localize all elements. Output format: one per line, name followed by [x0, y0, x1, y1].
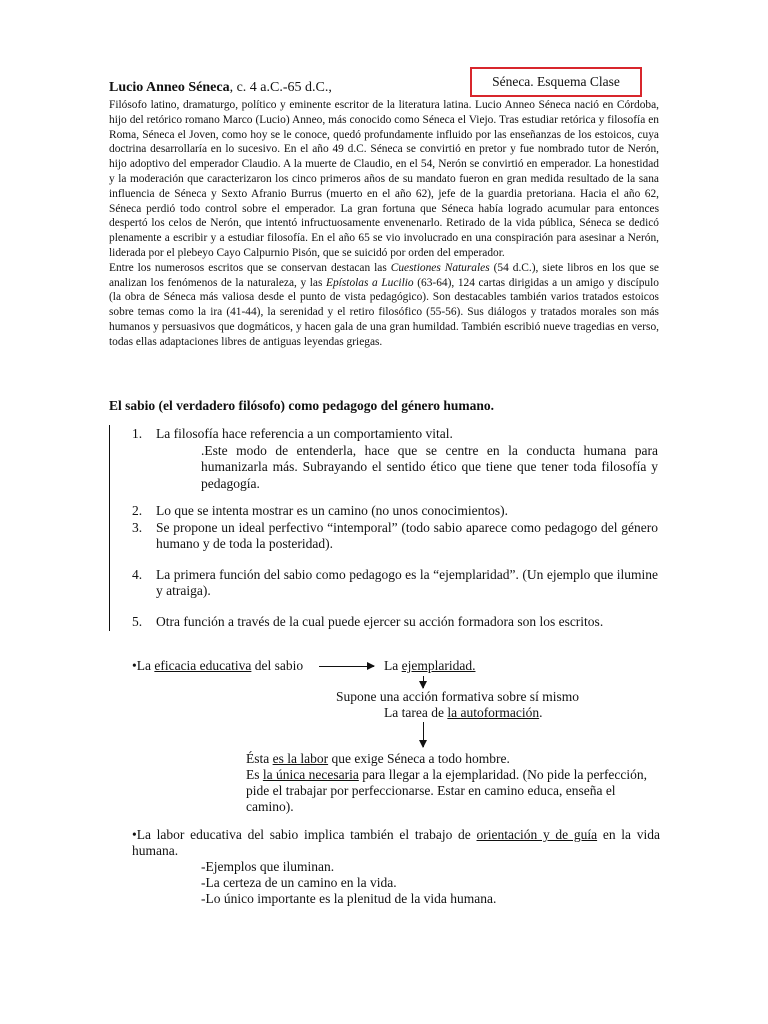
list-item-5 — [132, 614, 658, 631]
flow-ejemplaridad — [384, 658, 475, 674]
flow-labor-line — [246, 751, 658, 767]
list-item-3 — [132, 520, 658, 553]
list-item-1 — [132, 426, 658, 492]
list-text: Se propone un ideal perfectivo “intemporal” (todo sabio aparece como pedagogo del género humano y de toda la posteridad). — [156, 519, 658, 551]
flow-underlined: la autoformación — [447, 705, 540, 720]
flow-unica-line — [246, 767, 658, 815]
labor-items — [201, 859, 496, 907]
flow-text: que exige Séneca a todo hombre. — [328, 751, 510, 766]
list-number: 5. — [132, 613, 143, 629]
document-label-box — [470, 67, 642, 97]
list-subtext: .Este modo de entenderla, hace que se centre en la conducta humana para humanizarla más. Subrayando el sentido ético que tiene que tener toda filosofía y pedagogía. — [201, 442, 658, 491]
flow-text: Es — [246, 767, 263, 782]
list-text: Lo que se intenta mostrar es un camino (no unos conocimientos). — [156, 503, 509, 518]
list-item-4 — [132, 567, 658, 600]
flow-text: •La — [132, 658, 155, 673]
flow-tarea — [384, 705, 543, 721]
flow-underlined: ejemplaridad. — [401, 658, 476, 673]
flow-text: para llegar a la ejemplaridad. (No pide la perfección, pide el trabajar por perfeccionarse. Estar en camino educa, enseña el camino). — [246, 767, 648, 814]
flow-text: Ésta — [246, 751, 273, 766]
flow-text: La — [384, 658, 402, 673]
section-title: El sabio (el verdadero filósofo) como pedagogo del género humano. — [109, 398, 494, 413]
document-label: Séneca. Esquema Clase — [492, 74, 620, 89]
list-left-border — [109, 425, 110, 631]
labor-item: -Ejemplos que iluminan. — [201, 859, 335, 874]
flow-text: . — [539, 705, 543, 720]
right-arrow — [319, 666, 374, 667]
down-arrow — [423, 722, 424, 747]
labor-paragraph — [132, 827, 660, 859]
flow-underlined: es la labor — [272, 751, 329, 766]
labor-item: -Lo único importante es la plenitud de la vida humana. — [201, 891, 497, 906]
down-arrow — [423, 676, 424, 688]
author-heading — [109, 80, 332, 96]
flow-underlined: eficacia educativa — [154, 658, 252, 673]
list-item-2 — [132, 503, 658, 520]
flow-labor-paragraph — [246, 751, 658, 815]
bio-text: (54 d.C.), siete libros en los que se analizan los fenómenos de la naturaleza, y las — [109, 261, 659, 289]
list-text: La filosofía hace referencia a un comportamiento vital. — [156, 426, 453, 441]
author-name: Lucio Anneo Séneca — [109, 80, 230, 95]
bio-text: Entre los numerosos escritos que se conservan destacan las — [109, 261, 391, 274]
flow-underlined: la única necesaria — [262, 767, 359, 782]
list-number: 3. — [132, 519, 143, 535]
flow-bullet-eficacia — [132, 658, 303, 674]
numbered-list — [132, 426, 658, 630]
list-text: Otra función a través de la cual puede ejercer su acción formadora son los escritos. — [156, 613, 604, 629]
list-number: 1. — [132, 426, 143, 441]
biography — [109, 98, 659, 350]
labor-text: •La labor educativa del sabio implica también el trabajo de — [132, 827, 477, 842]
labor-underlined: orientación y de guía — [476, 827, 598, 842]
flow-text: del sabio — [251, 658, 304, 673]
labor-item: -La certeza de un camino en la vida. — [201, 875, 397, 890]
bio-text: (63-64), 124 cartas dirigidas a un amigo y discípulo (la obra de Séneca más valiosa desde el punto de vista pedagógico). Son destacables también varios tratados estoicos sobre temas como la ira (41-44), la serenidad y el retiro filosófico (55-56). Sus diálogos y tratados morales son más humanos y persuasivos que dogmáticos, y hacen gala de una gran humildad. También escribió nueve tragedias en verso, todas ellas adaptaciones libres de antiguas leyendas griegas. — [109, 276, 659, 348]
biography-paragraph-1: Filósofo latino, dramaturgo, político y eminente escritor de la literatura latina. Lucio Anneo Séneca nació en Córdoba, hijo del retórico romano Marco (Lucio) Anneo, más conocido como Séneca el Viejo. Tras estudiar retórica y filosofía en Roma, Séneca el Joven, como hoy se le conoce, quedó profundamente influido por las enseñanzas de los estoicos, cuya doctrina desarrollaría en lo sucesivo. En el año 49 d.C. Séneca se convirtió en pretor y fue nombrado tutor de Nerón, hijo adoptivo del emperador Claudio. A la muerte de Claudio, en el 54, Nerón se convirtió en emperador. La honestidad y la moderación que caracterizaron los cinco primeros años de su mandato fueron en gran medida resultado de la sana influencia de Séneca y Sexto Afranio Burrus (muerto en el año 62), jefe de la guardia pretoriana. Hacia el año 62, Séneca perdió todo control sobre el emperador. La gran fortuna que Séneca había logrado acumular para entonces despertó los celos de Nerón, que intentó infructuosamente envenenarlo. Retirado de la vida pública, Séneca se dedicó plenamente a escribir y a estudiar filosofía. En el año 65 se vio involucrado en una conspiración para asesinar a Nerón, liderada por el plebeyo Cayo Calpurnio Pisón, que se suicidó por orden del emperador. — [109, 99, 659, 259]
labor-text: en la vida humana. — [132, 827, 660, 858]
biography-paragraph-2 — [109, 261, 659, 350]
flow-supone: Supone una acción formativa sobre sí mismo — [336, 689, 579, 704]
author-dates: , c. 4 a.C.-65 d.C., — [229, 80, 332, 95]
work-title-epistolas: Epístolas a Lucilio — [326, 276, 414, 289]
list-number: 2. — [132, 503, 143, 518]
list-text: La primera función del sabio como pedagogo es la “ejemplaridad”. (Un ejemplo que ilumine y atraiga). — [156, 566, 658, 598]
work-title-cuestiones: Cuestiones Naturales — [390, 261, 490, 274]
flow-text: La tarea de — [384, 705, 448, 720]
list-number: 4. — [132, 566, 143, 582]
